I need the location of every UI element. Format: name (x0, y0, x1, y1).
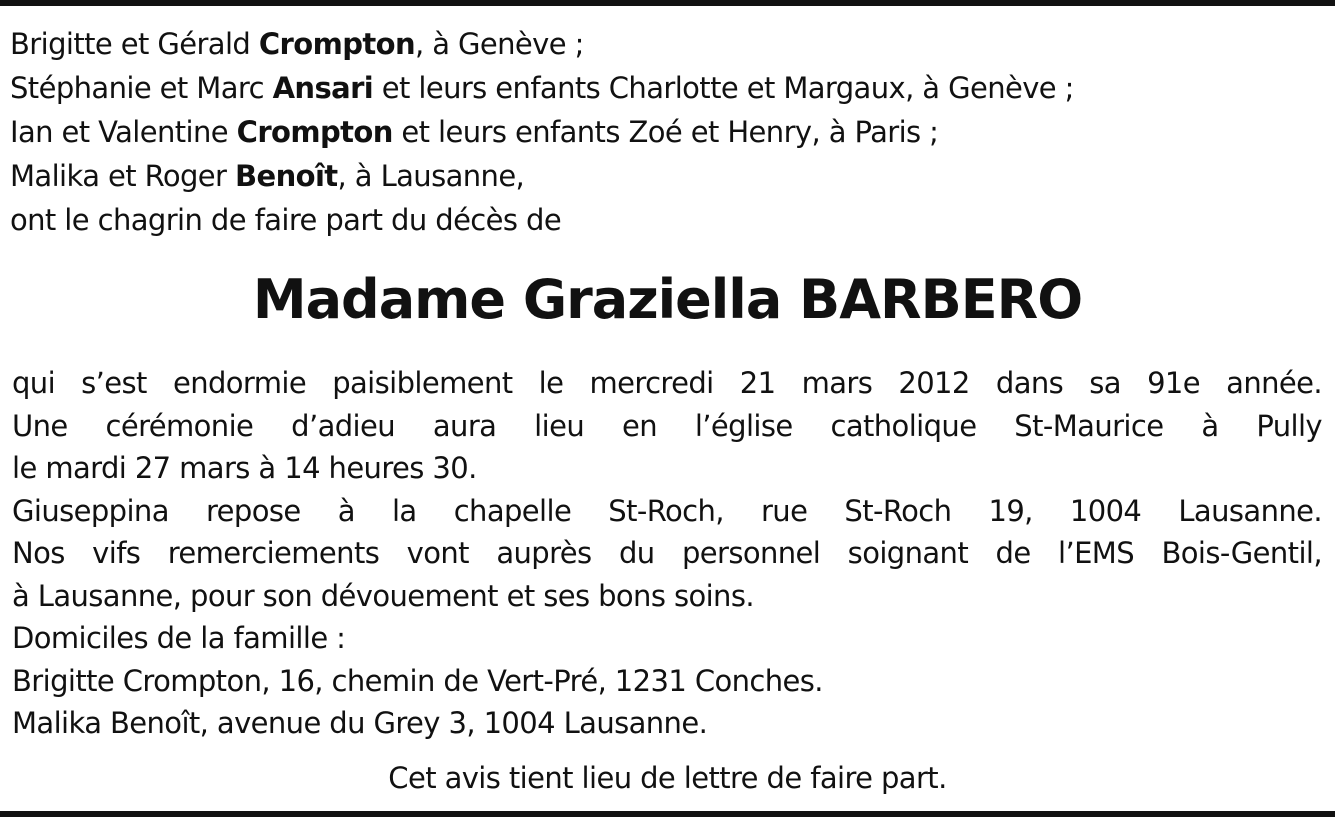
family-line-1-rest: , à Genève ; (415, 27, 584, 61)
family-line-2-surname: Ansari (272, 71, 374, 105)
family-line-4-surname: Benoît (235, 159, 338, 193)
family-line-3-text: Ian et Valentine (10, 115, 237, 149)
family-line-1-surname: Crompton (258, 27, 415, 61)
family-line-4-text: Malika et Roger (10, 159, 235, 193)
deceased-name: Madame Graziella BARBERO (252, 268, 1083, 331)
family-line-4 (10, 154, 1310, 198)
body-line-2: Une cérémonie d’adieu aura lieu en l’église catholique St-Maurice à Pully (12, 408, 1322, 443)
notice-body (12, 362, 1322, 745)
domicile-heading: Domiciles de la famille : (12, 621, 346, 655)
top-rule (0, 0, 1335, 6)
family-line-1-text: Brigitte et Gérald (10, 27, 259, 61)
family-line-3-rest: et leurs enfants Zoé et Henry, à Paris ; (392, 115, 939, 149)
domicile-address-2: Malika Benoît, avenue du Grey 3, 1004 Lausanne. (12, 706, 708, 740)
domicile-address-1: Brigitte Crompton, 16, chemin de Vert-Pré, 1231 Conches. (12, 663, 823, 698)
bottom-rule (0, 811, 1335, 817)
family-list (10, 22, 1310, 242)
announcement-line: ont le chagrin de faire part du décès de (10, 203, 562, 237)
closing-note: Cet avis tient lieu de lettre de faire part. (388, 761, 947, 795)
body-line-5: Nos vifs remerciements vont auprès du personnel soignant de l’EMS Bois-Gentil, (12, 536, 1322, 570)
family-line-2-text: Stéphanie et Marc (10, 71, 273, 105)
family-line-1 (10, 22, 1310, 66)
family-line-2 (10, 66, 1310, 110)
family-line-2-rest: et leurs enfants Charlotte et Margaux, à Genève ; (373, 71, 1074, 105)
family-line-3 (10, 110, 1310, 154)
family-line-4-rest: , à Lausanne, (337, 159, 525, 193)
body-line-3: le mardi 27 mars à 14 heures 30. (12, 451, 477, 485)
family-line-3-surname: Crompton (236, 115, 393, 149)
body-line-4: Giuseppina repose à la chapelle St-Roch, rue St-Roch 19, 1004 Lausanne. (12, 493, 1322, 528)
body-line-1: qui s’est endormie paisiblement le mercredi 21 mars 2012 dans sa 91e année. (12, 366, 1322, 400)
body-line-6: à Lausanne, pour son dévouement et ses bons soins. (12, 578, 754, 613)
